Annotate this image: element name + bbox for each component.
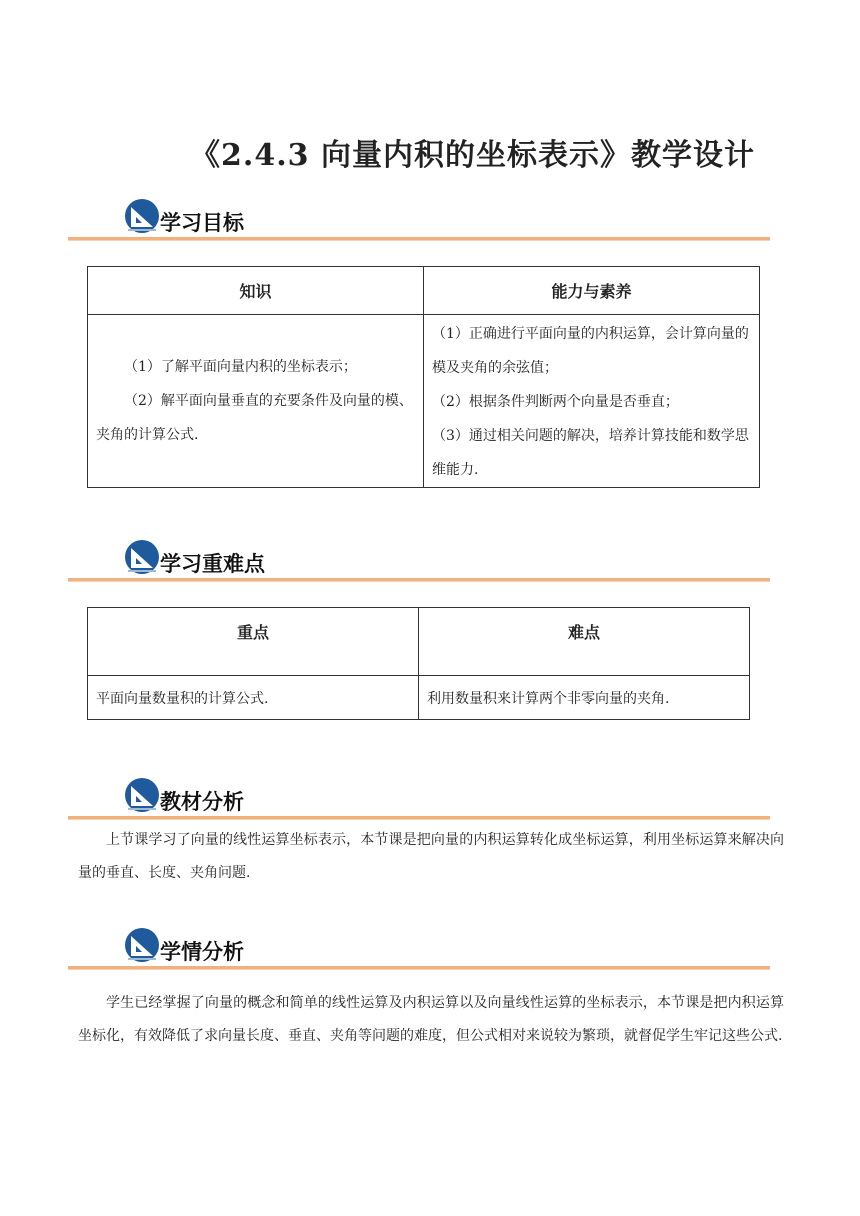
section-divider xyxy=(68,816,770,820)
column-header-knowledge: 知识 xyxy=(88,267,424,315)
set-square-icon xyxy=(123,538,161,576)
column-header-difficult: 难点 xyxy=(419,608,750,676)
student-analysis-paragraph: 学生已经掌握了向量的概念和简单的线性运算及内积运算以及向量线性运算的坐标表示，本节课是把内积运算坐标化，有效降低了求向量长度、垂直、夹角等问题的难度，但公式相对来说较为繁琐，就督促学生牢记这些公式. xyxy=(78,995,784,1044)
list-item: （2）根据条件判断两个向量是否垂直； xyxy=(432,394,679,410)
section-header-objectives xyxy=(68,197,770,245)
section-divider xyxy=(68,578,770,582)
section-divider xyxy=(68,966,770,970)
table-row xyxy=(88,676,750,720)
ability-cell xyxy=(424,315,760,488)
textbook-analysis-paragraph: 上节课学习了向量的线性运算坐标表示，本节课是把向量的内积运算转化成坐标运算，利用坐标运算来解决向量的垂直、长度、夹角问题. xyxy=(78,832,784,881)
table-header-row xyxy=(88,267,760,315)
set-square-icon xyxy=(123,776,161,814)
table-row xyxy=(88,315,760,488)
key-point-cell: 平面向量数量积的计算公式. xyxy=(88,676,419,720)
section-divider xyxy=(68,237,770,241)
column-header-key: 重点 xyxy=(88,608,419,676)
section-header-textbook xyxy=(68,776,770,824)
knowledge-cell xyxy=(88,315,424,488)
set-square-icon xyxy=(123,197,161,235)
objectives-table xyxy=(87,266,760,488)
list-item: （3）通过相关问题的解决，培养计算技能和数学思维能力. xyxy=(432,428,749,478)
set-square-icon xyxy=(123,926,161,964)
difficult-point-cell: 利用数量积来计算两个非零向量的夹角. xyxy=(419,676,750,720)
section-title: 学习目标 xyxy=(160,211,244,235)
list-item: （1）了解平面向量内积的坐标表示； xyxy=(124,359,357,375)
document-title: 《2.4.3 向量内积的坐标表示》教学设计 xyxy=(190,138,755,173)
section-title: 教材分析 xyxy=(160,790,244,814)
section-title: 学习重难点 xyxy=(160,552,265,576)
section-header-students xyxy=(68,926,770,974)
column-header-ability: 能力与素养 xyxy=(424,267,760,315)
section-title: 学情分析 xyxy=(160,940,244,964)
list-item: （2）解平面向量垂直的充要条件及向量的模、夹角的计算公式. xyxy=(96,393,413,443)
list-item: （1）正确进行平面向量的内积运算，会计算向量的模及夹角的余弦值； xyxy=(432,326,749,376)
table-header-row xyxy=(88,608,750,676)
key-points-table xyxy=(87,607,750,720)
section-header-key-points xyxy=(68,538,770,586)
